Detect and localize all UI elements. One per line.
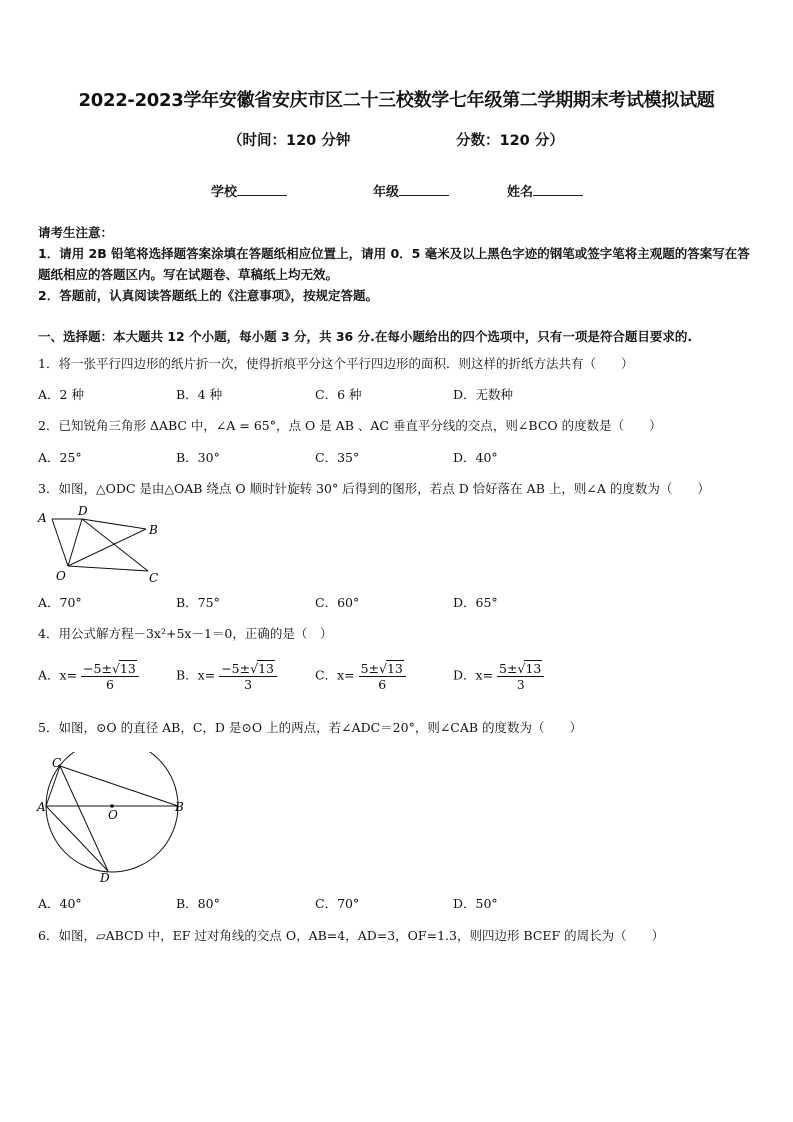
question-5-stem: 5．如图，⊙O 的直径 AB，C，D 是⊙O 上的两点，若∠ADC＝20°，则∠CAB 的度数为（ ）	[38, 720, 583, 735]
question-4-stem: 4．用公式解方程－3x²+5x－1＝0，正确的是（ ）	[38, 626, 333, 641]
exam-time: （时间：120 分钟	[228, 133, 351, 149]
name-label: 姓名	[507, 185, 534, 200]
q5-label-a: A	[37, 800, 46, 814]
q4-c-radicand: 13	[386, 661, 403, 676]
question-6-stem: 6．如图，▱ABCD 中，EF 过对角线的交点 O，AB=4，AD=3，OF=1.3，则四边形 BCEF 的周长为（ ）	[38, 928, 665, 943]
q4-c-fraction: $\frac{5\pm√13}{6}$	[359, 660, 406, 692]
q4-d-radicand: 13	[525, 661, 542, 676]
grade-field	[373, 181, 449, 200]
grade-label: 年级	[373, 185, 400, 200]
q2-option-c: C．35°	[315, 450, 360, 465]
q5-line-cb	[60, 766, 178, 806]
q4-a-radicand: 13	[119, 661, 136, 676]
q4-d-label: D．x=	[453, 667, 494, 683]
school-field	[211, 181, 287, 200]
exam-score: 分数：120 分）	[456, 133, 564, 149]
q5-label-b: B	[175, 800, 184, 814]
q5-option-a: A．40°	[38, 896, 82, 911]
q3-option-b: B．75°	[176, 595, 220, 610]
name-field	[507, 181, 583, 200]
notice-heading: 请考生注意：	[38, 225, 114, 240]
q3-label-a: A	[38, 511, 47, 525]
q4-c-numerator: 5±	[360, 661, 380, 676]
q5-line-cd	[60, 766, 108, 871]
q4-b-fraction: $\frac{-5\pm√13}{3}$	[219, 660, 277, 692]
q5-option-d: D．50°	[453, 896, 498, 911]
q3-option-a: A．70°	[38, 595, 82, 610]
q1-option-c: C．6 种	[315, 387, 362, 402]
q3-label-o: O	[56, 569, 66, 583]
q4-option-c	[315, 660, 406, 692]
exam-title: 2022-2023学年安徽省安庆市区二十三校数学七年级第二学期期末考试模拟试题	[78, 90, 715, 111]
question-1-stem: 1．将一张平行四边形的纸片折一次，使得折痕平分这个平行四边形的面积．则这样的折纸方法共有（ ）	[38, 356, 634, 371]
q3-line-oc	[68, 566, 148, 571]
q3-line-db	[82, 519, 146, 529]
q4-a-label: A．x=	[38, 667, 78, 683]
q1-option-d: D．无数种	[453, 387, 514, 402]
q4-c-denominator: 6	[378, 677, 387, 692]
q3-line-od	[68, 519, 82, 566]
notice-item-1: 1．请用 2B 铅笔将选择题答案涂填在答题纸相应位置上，请用 0．5 毫米及以上黑色字迹的钢笔或签字笔将主观题的答案写在答题纸相应的答题区内。写在试题卷、草稿纸上均无效。	[38, 246, 750, 282]
q5-label-c: C	[52, 756, 62, 770]
q3-option-d: D．65°	[453, 595, 498, 610]
q4-b-radicand: 13	[258, 661, 274, 676]
q5-label-o: O	[108, 808, 118, 822]
q4-b-label: B．x=	[176, 667, 216, 683]
q2-option-a: A．25°	[38, 450, 82, 465]
q5-line-ad	[46, 806, 108, 871]
q3-rotation-figure	[34, 502, 164, 590]
q5-option-c: C．70°	[315, 896, 360, 911]
q4-d-fraction: $\frac{5\pm√13}{3}$	[497, 660, 544, 692]
q1-option-b: B．4 种	[176, 387, 223, 402]
q4-option-d	[453, 660, 544, 692]
q4-d-denominator: 3	[516, 677, 525, 692]
q3-line-dc	[82, 519, 148, 571]
q3-option-c: C．60°	[315, 595, 360, 610]
q5-line-ac	[46, 766, 60, 806]
q4-option-a	[38, 660, 139, 692]
q4-b-denominator: 3	[244, 677, 253, 692]
section-heading: 一、选择题：本大题共 12 个小题，每小题 3 分，共 36 分.在每小题给出的四个选项中，只有一项是符合题目要求的.	[38, 329, 693, 344]
q5-label-d: D	[100, 871, 110, 885]
question-3-stem: 3．如图，△ODC 是由△OAB 绕点 O 顺时针旋转 30° 后得到的图形，若点 D 恰好落在 AB 上，则∠A 的度数为（ ）	[38, 481, 710, 496]
q4-d-numerator: 5±	[499, 661, 518, 676]
q4-option-b	[176, 660, 277, 692]
q4-c-label: C．x=	[315, 667, 355, 683]
notice-item-2: 2．答题前，认真阅读答题纸上的《注意事项》，按规定答题。	[38, 288, 378, 303]
school-blank	[237, 183, 287, 196]
q3-label-b: B	[149, 523, 158, 537]
name-blank	[533, 183, 583, 196]
q1-option-a: A．2 种	[38, 387, 84, 402]
school-label: 学校	[211, 185, 238, 200]
q3-label-d: D	[78, 504, 88, 518]
q2-option-b: B．30°	[176, 450, 220, 465]
q4-a-fraction: $\frac{-5\pm√13}{6}$	[81, 660, 139, 692]
q3-label-c: C	[149, 571, 159, 585]
q4-a-numerator: −5±	[83, 661, 112, 676]
q4-a-denominator: 6	[105, 677, 114, 692]
q3-line-ao	[52, 519, 68, 566]
q2-option-d: D．40°	[453, 450, 498, 465]
q5-circle-figure	[34, 752, 194, 887]
question-2-stem: 2．已知锐角三角形 ΔABC 中，∠A = 65°，点 O 是 AB 、AC 垂直平分线的交点，则∠BCO 的度数是（ ）	[38, 418, 662, 433]
q5-option-b: B．80°	[176, 896, 220, 911]
q4-b-numerator: −5±	[221, 661, 251, 676]
grade-blank	[399, 183, 449, 196]
